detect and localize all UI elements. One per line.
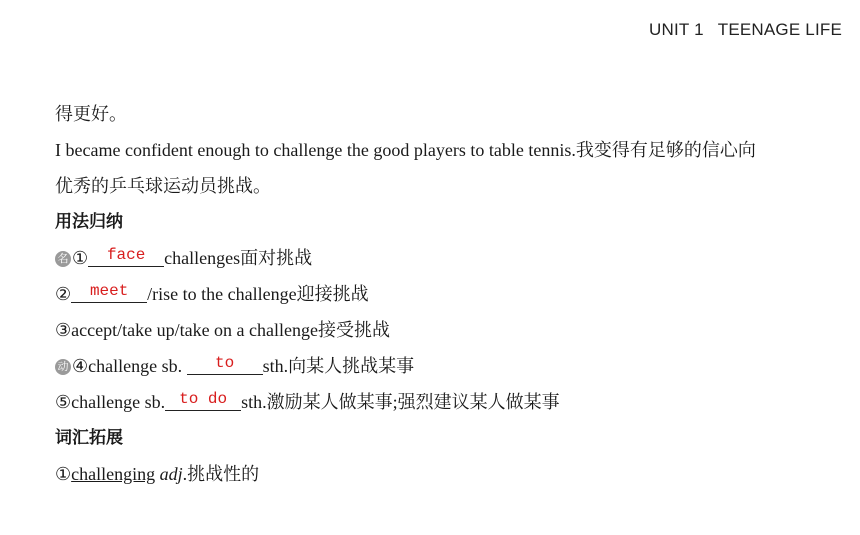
- item-text: ④challenge sb.: [72, 356, 187, 376]
- noun-badge-icon: 名: [55, 251, 71, 267]
- answer-blank: [165, 388, 241, 411]
- example-translation: 优秀的乒乓球运动员挑战。: [55, 176, 271, 196]
- usage-item-4: [55, 348, 845, 384]
- usage-item-3: ③accept/take up/take on a challenge接受挑战: [55, 320, 391, 340]
- item-number: ①: [72, 248, 89, 268]
- item-number: ②: [55, 284, 72, 304]
- answer-text: meet: [89, 282, 129, 300]
- answer-blank: [71, 280, 147, 303]
- page-header: [649, 20, 842, 40]
- vocab-item-1: [55, 456, 845, 492]
- item-text: .挑战性的: [182, 464, 260, 484]
- vocab-heading: 词汇拓展: [55, 428, 123, 448]
- answer-blank: [88, 244, 164, 267]
- answer-text: to do: [179, 390, 228, 408]
- item-text: sth.激励某人做某事;强烈建议某人做某事: [241, 392, 560, 412]
- text-line: 得更好。: [55, 104, 127, 124]
- usage-heading: 用法归纳: [55, 212, 123, 232]
- answer-text: to: [215, 354, 235, 372]
- usage-item-1: [55, 240, 845, 276]
- item-text: ⑤challenge sb.: [55, 392, 166, 412]
- example-sentence: I became confident enough to challenge the good players to table tennis.我变得有足够的信心向: [55, 140, 756, 160]
- vocab-word: challenging: [71, 464, 156, 484]
- item-text: /rise to the challenge迎接挑战: [147, 284, 369, 304]
- usage-item-2: [55, 276, 845, 312]
- item-number: ①: [55, 464, 72, 484]
- unit-title: TEENAGE LIFE: [717, 20, 842, 39]
- answer-text: face: [106, 246, 146, 264]
- part-of-speech: adj: [159, 464, 183, 484]
- verb-badge-icon: 动: [55, 359, 71, 375]
- usage-item-5: [55, 384, 845, 420]
- item-text: challenges面对挑战: [164, 248, 313, 268]
- unit-label: UNIT 1: [649, 20, 704, 39]
- document-body: [55, 96, 845, 492]
- item-text: sth.向某人挑战某事: [262, 356, 415, 376]
- answer-blank: [187, 352, 263, 375]
